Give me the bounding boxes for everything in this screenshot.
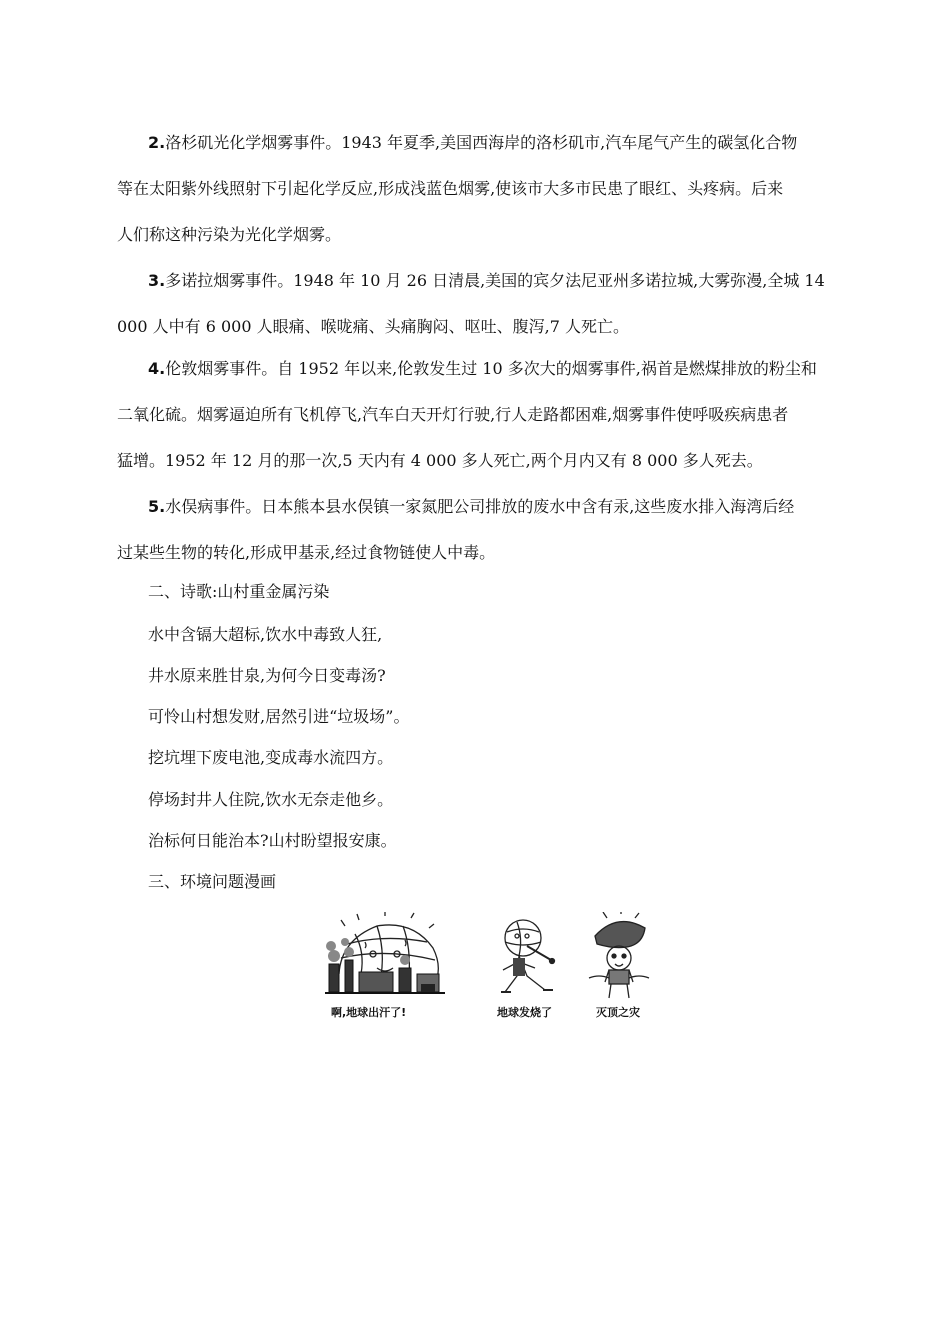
poem-heading: 二、诗歌:山村重金属污染 [148, 582, 330, 601]
event-text-line: 二氧化硫。烟雾逼迫所有飞机停飞,汽车白天开灯行驶,行人走路都困难,烟雾事件使呼吸疾病患者 [117, 405, 789, 424]
feverish-earth-cartoon [493, 916, 563, 1000]
event-paragraph-4 [117, 361, 833, 469]
event-paragraph-3 [117, 273, 833, 335]
sweating-earth-cartoon [325, 912, 445, 1000]
cartoon-heading: 三、环境问题漫画 [148, 872, 277, 891]
poem-line: 治标何日能治本?山村盼望报安康。 [148, 831, 397, 850]
cartoon-caption: 地球发烧了 [497, 1006, 552, 1019]
event-text-line: 洛杉矶光化学烟雾事件。1943 年夏季,美国西海岸的洛杉矶市,汽车尾气产生的碳氢化合物 [165, 133, 798, 152]
event-text-line: 多诺拉烟雾事件。1948 年 10 月 26 日清晨,美国的宾夕法尼亚州多诺拉城,大雾弥漫,全城 14 [165, 271, 825, 290]
cartoon-strip [325, 912, 655, 1022]
cartoon-caption: 灭顶之灾 [596, 1006, 640, 1019]
event-text-line: 猛增。1952 年 12 月的那一次,5 天内有 4 000 多人死亡,两个月内又有 8 000 多人死去。 [117, 451, 763, 470]
flood-disaster-cartoon [587, 912, 651, 1000]
event-number: 4. [148, 359, 166, 378]
event-text-line: 过某些生物的转化,形成甲基汞,经过食物链使人中毒。 [117, 543, 496, 562]
poem-line: 停场封井人住院,饮水无奈走他乡。 [148, 790, 394, 809]
event-text-line: 水俣病事件。日本熊本县水俣镇一家氮肥公司排放的废水中含有汞,这些废水排入海湾后经 [165, 497, 795, 516]
event-paragraph-5 [117, 499, 833, 561]
event-text-line: 人们称这种污染为光化学烟雾。 [117, 225, 342, 244]
event-number: 3. [148, 271, 166, 290]
event-text-line: 等在太阳紫外线照射下引起化学反应,形成浅蓝色烟雾,使该市大多市民患了眼红、头疼病。后来 [117, 179, 784, 198]
event-text-line: 伦敦烟雾事件。自 1952 年以来,伦敦发生过 10 多次大的烟雾事件,祸首是燃煤排放的粉尘和 [165, 359, 817, 378]
poem-line: 挖坑埋下废电池,变成毒水流四方。 [148, 748, 394, 767]
poem-line: 井水原来胜甘泉,为何今日变毒汤? [148, 666, 386, 685]
event-text-line: 000 人中有 6 000 人眼痛、喉咙痛、头痛胸闷、呕吐、腹泻,7 人死亡。 [117, 317, 629, 336]
event-number: 2. [148, 133, 166, 152]
cartoon-caption: 啊,地球出汗了! [331, 1006, 407, 1019]
event-paragraph-2 [117, 135, 833, 243]
event-number: 5. [148, 497, 166, 516]
poem-line: 水中含镉大超标,饮水中毒致人狂, [148, 625, 383, 644]
poem-line: 可怜山村想发财,居然引进“垃圾场”。 [148, 707, 410, 726]
